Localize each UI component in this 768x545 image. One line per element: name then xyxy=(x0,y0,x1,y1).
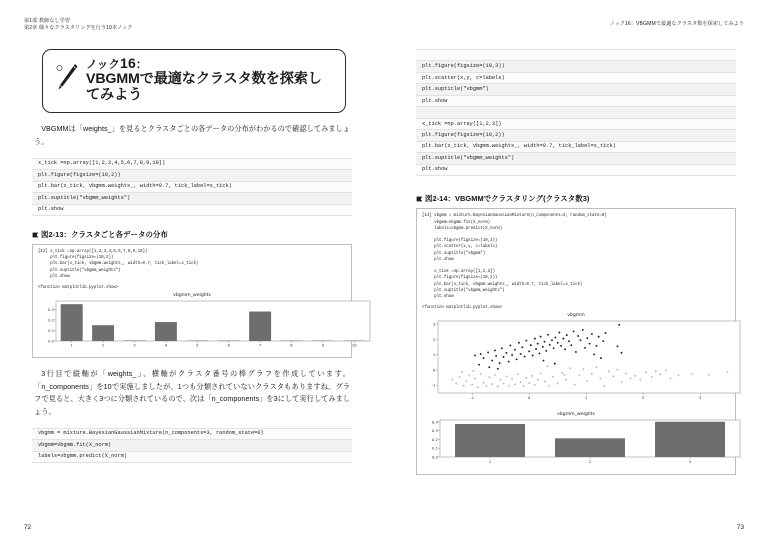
cell-code-line: vbgmm=vbgmm.fit(X_norm) xyxy=(434,220,491,225)
code-line xyxy=(416,107,736,118)
right-page xyxy=(384,0,768,545)
knock-label: ノック xyxy=(86,59,121,72)
cell-prompt: [12] xyxy=(38,250,48,255)
chart-title: vbgmm_weights xyxy=(557,412,595,418)
chart-vbgmm-weights-3 xyxy=(422,412,730,468)
svg-text:1: 1 xyxy=(584,395,588,401)
code-line: plt.bar(x_tick, vbgmm.weights_, width=0.7, tick_label=x_tick) xyxy=(416,142,736,153)
page-number-right: 73 xyxy=(736,524,744,531)
cell-code-line: plt.suptitle("vbgmm") xyxy=(434,251,486,256)
flag-icon xyxy=(416,196,423,203)
svg-text:0: 0 xyxy=(527,395,531,401)
cell-code-line: plt.scatter(x,y, c=labels) xyxy=(434,245,498,250)
chart-title: vbgmm_weights xyxy=(173,293,211,299)
svg-text:0: 0 xyxy=(432,367,436,373)
pencil-icon xyxy=(53,60,79,96)
figure-caption-2-14 xyxy=(416,193,736,204)
chart-plot-area xyxy=(38,299,357,351)
running-head-right: ノック16：VBGMMで最適なクラスタ数を探索してみよう xyxy=(609,21,744,27)
cell-code-line xyxy=(434,264,436,268)
notebook-output-text: <function matplotlib.pyplot.show> xyxy=(422,306,503,311)
cell-code-line xyxy=(434,233,436,237)
cell-code-line: plt.bar(x_tick, vbgmm.weights_, width=0.7, tick_label=x_tick) xyxy=(434,282,583,287)
code-block-1 xyxy=(32,158,352,216)
svg-text:10: 10 xyxy=(351,342,357,348)
code-line: x_tick =np.array([1,2,3]) xyxy=(416,119,736,130)
svg-text:2: 2 xyxy=(432,337,436,343)
code-line: plt.show xyxy=(416,165,736,176)
svg-text:3: 3 xyxy=(133,342,136,348)
code-line: vbgmm = mixture.BayesianGaussianMixture(n_components=3, random_state=0) xyxy=(32,429,352,440)
svg-text:-1: -1 xyxy=(470,395,475,401)
code-line: plt.scatter(x,y, c=labels) xyxy=(416,73,736,84)
svg-text:2: 2 xyxy=(641,395,645,401)
cell-code-line: plt.figure(figsize=(10,3)) xyxy=(434,239,498,244)
svg-text:0.0: 0.0 xyxy=(431,454,438,460)
svg-text:0.4: 0.4 xyxy=(431,419,438,425)
code-line: plt.figure(figsize=(10,2)) xyxy=(416,130,736,141)
code-block-3 xyxy=(416,49,736,176)
code-block-2 xyxy=(32,428,352,463)
svg-text:0.1: 0.1 xyxy=(431,446,438,452)
notebook-input-cell xyxy=(38,249,346,280)
svg-text:5: 5 xyxy=(196,342,199,348)
svg-text:0.3: 0.3 xyxy=(431,428,438,434)
svg-text:0.0: 0.0 xyxy=(47,338,54,344)
figure-caption-text: 図2-13：クラスタごと各データの分布 xyxy=(41,230,168,240)
cell-code-line: x_tick =np.array([1,2,3]) xyxy=(434,270,495,275)
svg-text:0.1: 0.1 xyxy=(47,328,54,334)
knock-title-box xyxy=(42,49,346,113)
code-line: plt.show xyxy=(32,205,352,216)
code-line: plt.figure(figsize=(10,3)) xyxy=(416,61,736,72)
cell-code-line: plt.show xyxy=(434,257,454,262)
cell-code-line: plt.suptitle("vbgmm_weights") xyxy=(434,288,505,293)
intro-paragraph: VBGMMは「weights_」を見るとクラスタごとの各データの分布がわかるので確認してみましょう。 xyxy=(34,124,350,146)
running-head-chapter: 第2章 様々なクラスタリングを行う10本ノック xyxy=(24,25,133,32)
svg-text:6: 6 xyxy=(227,342,230,348)
svg-text:2: 2 xyxy=(588,459,592,465)
svg-text:1: 1 xyxy=(488,459,492,465)
svg-text:1: 1 xyxy=(70,342,73,348)
svg-text:3: 3 xyxy=(688,459,692,465)
chart-title: vbgmm xyxy=(567,313,585,319)
notebook-input-cell xyxy=(422,213,730,300)
figure-caption-text: 図2-14：VBGMMでクラスタリング(クラスタ数3) xyxy=(425,194,590,204)
svg-text:8: 8 xyxy=(290,342,293,348)
svg-text:2: 2 xyxy=(101,342,105,348)
code-line: vbgmm=vbgmm.fit(X_norm) xyxy=(32,440,352,451)
svg-text:0.2: 0.2 xyxy=(431,437,438,443)
knock-title-text xyxy=(86,57,335,103)
cell-code-line: labels=vbgmm.predict(X_norm) xyxy=(434,226,503,231)
notebook-panel-2-13 xyxy=(32,244,357,358)
knock-colon: ： xyxy=(135,59,148,72)
page-number-left: 72 xyxy=(24,524,32,531)
svg-text:0.3: 0.3 xyxy=(47,307,54,313)
svg-text:9: 9 xyxy=(321,342,325,348)
code-line: plt.figure(figsize=(10,2)) xyxy=(32,170,352,181)
cell-code-line: plt.bar(x_tick, vbgmm.weights_, width=0.7, tick_label=x_tick) xyxy=(50,262,199,267)
cell-code-line: plt.show xyxy=(434,294,454,299)
code-line: plt.suptitle("vbgmm_weights") xyxy=(416,153,736,164)
notebook-output-text: <function matplotlib.pyplot.show> xyxy=(38,286,119,291)
svg-text:-1: -1 xyxy=(431,383,436,389)
cell-code-line: plt.figure(figsize=(10,2)) xyxy=(50,256,114,261)
cell-code-line: plt.suptitle("vbgmm_weights") xyxy=(50,268,121,273)
cell-code-line: plt.show xyxy=(50,274,70,279)
code-line: plt.suptitle("vbgmm_weights") xyxy=(32,193,352,204)
figure-caption-2-13 xyxy=(32,229,352,240)
code-line: plt.show xyxy=(416,96,736,107)
code-line xyxy=(416,50,736,61)
cell-code-line: vbgmm = mixture.BayesianGaussianMixture(n_components=3, random_state=0) xyxy=(434,214,607,219)
chart-vbgmm-scatter xyxy=(422,313,730,407)
cell-code-line: plt.figure(figsize=(10,2)) xyxy=(434,276,498,281)
knock-number: 16 xyxy=(120,55,136,72)
explain-paragraph: 3行目で縦軸が「weights_」、横軸がクラスタ番号の棒グラフを作成しています。「n_components」を10で実施しましたが、1つも分類されていないクラスタもありますね。グラフで見ると、大きく3つに分類されているので、次は「n_components」を3にして実行してみましょう。 xyxy=(34,369,350,417)
cell-prompt: [14] xyxy=(422,214,432,219)
svg-text:4: 4 xyxy=(164,342,168,348)
notebook-panel-2-14 xyxy=(416,208,736,475)
chart-plot-area xyxy=(422,418,730,468)
code-line: plt.bar(x_tick, vbgmm.weights_, width=0.7, tick_label=x_tick) xyxy=(32,182,352,193)
svg-text:1: 1 xyxy=(432,352,436,358)
cell-code-line: x_tick =np.array([1,2,3,4,5,6,7,8,9,10]) xyxy=(50,250,148,255)
chart-vbgmm-weights-10 xyxy=(38,293,357,351)
svg-text:7: 7 xyxy=(258,342,262,348)
code-line: labels=vbgmm.predict(X_norm) xyxy=(32,452,352,463)
knock-title: VBGMMで最適なクラスタ数を探索してみよう xyxy=(86,71,322,103)
svg-text:0.2: 0.2 xyxy=(47,317,54,323)
chart-plot-area xyxy=(422,319,730,407)
svg-text:3: 3 xyxy=(432,321,436,327)
code-line: plt.suptitle("vbgmm") xyxy=(416,84,736,95)
svg-text:3: 3 xyxy=(698,395,702,401)
flag-icon xyxy=(32,232,39,239)
code-line: x_tick =np.array([1,2,3,4,5,6,7,8,9,10]) xyxy=(32,159,352,170)
running-head-part: 第1部 教師なし学習 xyxy=(24,18,71,24)
running-head-left xyxy=(24,18,360,32)
